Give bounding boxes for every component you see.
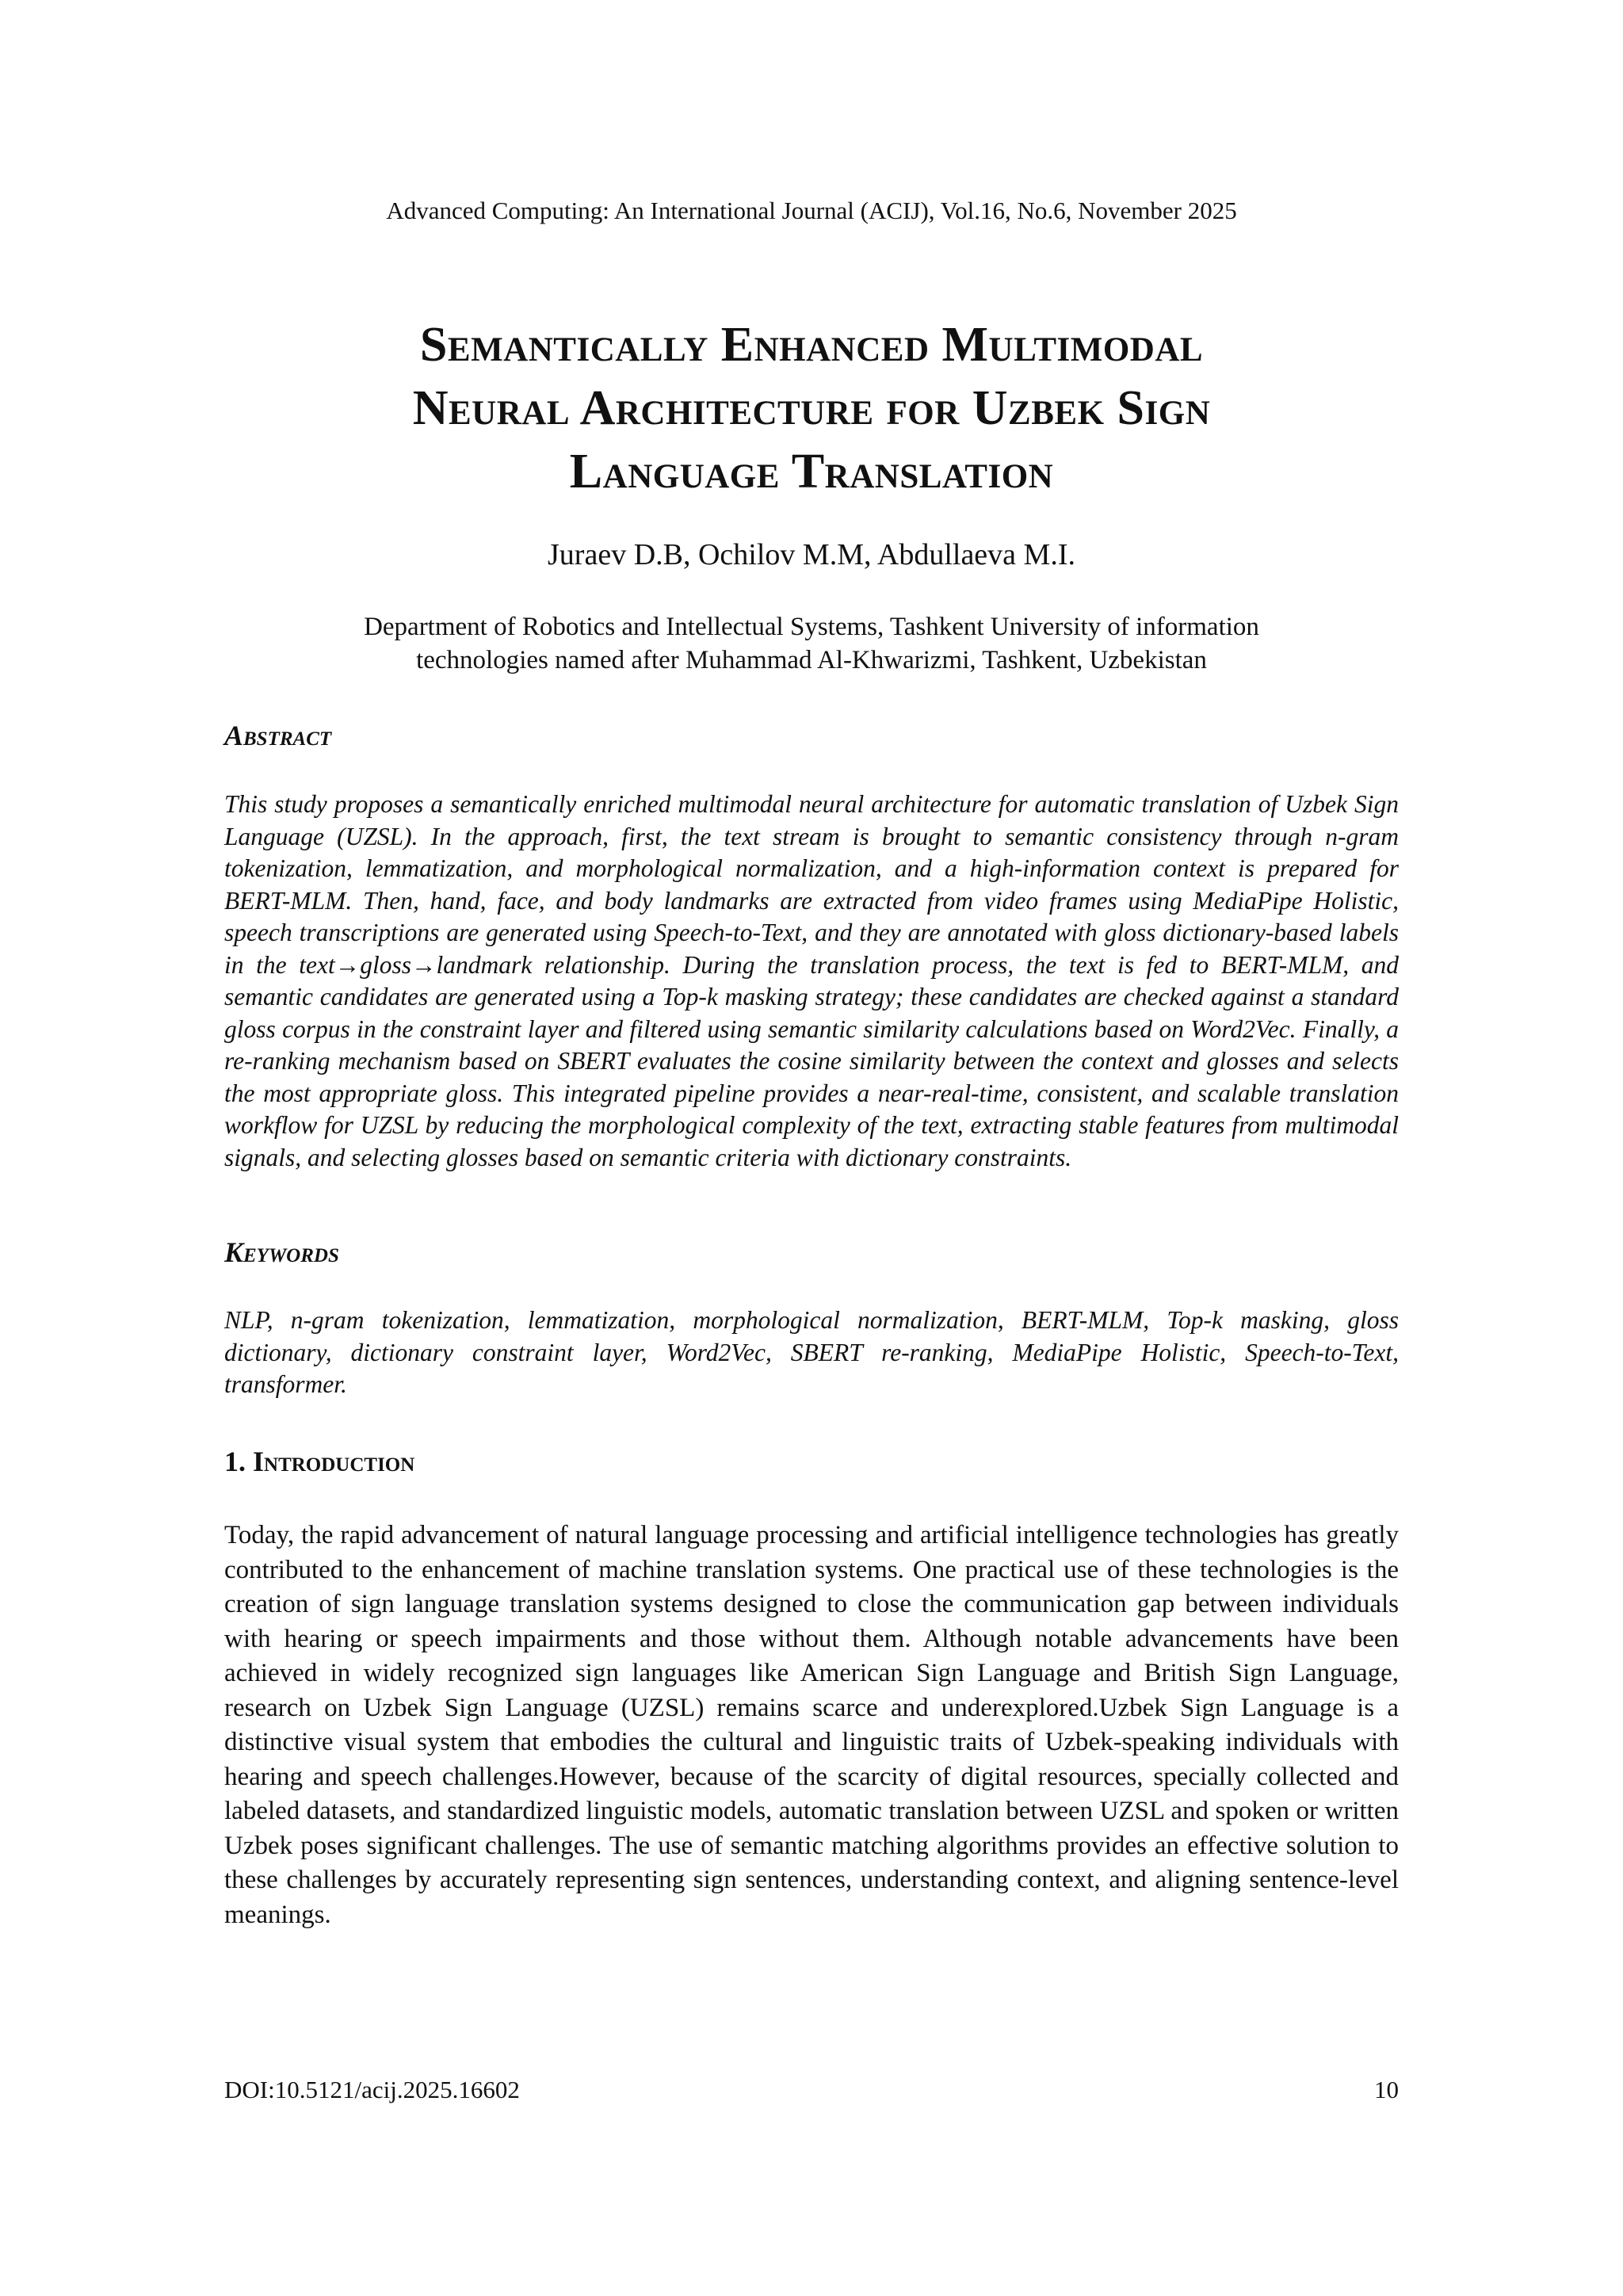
title-line-2: Neural Architecture for Uzbek Sign xyxy=(412,381,1211,435)
title-line-1: Semantically Enhanced Multimodal xyxy=(419,318,1204,372)
title-line-3: Language Translation xyxy=(569,445,1054,499)
introduction-heading: 1. Introduction xyxy=(224,1446,415,1477)
authors: Juraev D.B, Ochilov M.M, Abdullaeva M.I. xyxy=(548,538,1075,571)
affiliation-line-1: Department of Robotics and Intellectual Systems, Tashkent University of information xyxy=(364,613,1259,641)
page-number: 10 xyxy=(1374,2076,1399,2103)
keywords-text: NLP, n-gram tokenization, lemmatization, morphological normalization, BERT-MLM, Top-k masking, gloss dictionary, dictionary constraint layer, Word2Vec, SBERT re-ranking, MediaPipe Holistic, Speech-to-Text, transformer. xyxy=(224,1306,1399,1398)
abstract-heading: Abstract xyxy=(224,720,332,751)
introduction-text: Today, the rapid advancement of natural language processing and artificial intelligence technologies has greatly contributed to the enhancement of machine translation systems. One practical use of these technologies is the creation of sign language translation systems designed to close the communication gap between individuals with hearing or speech impairments and those without them. Although notable advancements have been achieved in widely recognized sign languages like American Sign Language and British Sign Language, research on Uzbek Sign Language (UZSL) remains scarce and underexplored.Uzbek Sign Language is a distinctive visual system that embodies the cultural and linguistic traits of Uzbek-speaking individuals with hearing and speech challenges.However, because of the scarcity of digital resources, specially collected and labeled datasets, and standardized linguistic models, automatic translation between UZSL and spoken or written Uzbek poses significant challenges. The use of semantic matching algorithms provides an effective solution to these challenges by accurately representing sign sentences, understanding context, and aligning sentence-level meanings. xyxy=(224,1521,1399,1929)
abstract-text: This study proposes a semantically enriched multimodal neural architecture for automatic translation of Uzbek Sign Language (UZSL). In the approach, first, the text stream is brought to semantic consistency through n-gram tokenization, lemmatization, and morphological normalization, and a high-information context is prepared for BERT-MLM. Then, hand, face, and body landmarks are extracted from video frames using MediaPipe Holistic, speech transcriptions are generated using Speech-to-Text, and they are annotated with gloss dictionary-based labels in the text→gloss→landmark relationship. During the translation process, the text is fed to BERT-MLM, and semantic candidates are generated using a Top-k masking strategy; these candidates are checked against a standard gloss corpus in the constraint layer and filtered using semantic similarity calculations based on Word2Vec. Finally, a re-ranking mechanism based on SBERT evaluates the cosine similarity between the context and glosses and selects the most appropriate gloss. This integrated pipeline provides a near-real-time, consistent, and scalable translation workflow for UZSL by reducing the morphological complexity of the text, extracting stable features from multimodal signals, and selecting glosses based on semantic criteria with dictionary constraints. xyxy=(224,790,1399,1171)
paper-title xyxy=(206,313,1417,503)
running-header: Advanced Computing: An International Journal (ACIJ), Vol.16, No.6, November 2025 xyxy=(386,197,1237,224)
footer-doi: DOI:10.5121/acij.2025.16602 xyxy=(224,2076,520,2103)
affiliation xyxy=(238,610,1385,677)
affiliation-line-2: technologies named after Muhammad Al-Khwarizmi, Tashkent, Uzbekistan xyxy=(416,646,1207,674)
keywords-heading: Keywords xyxy=(224,1236,339,1268)
